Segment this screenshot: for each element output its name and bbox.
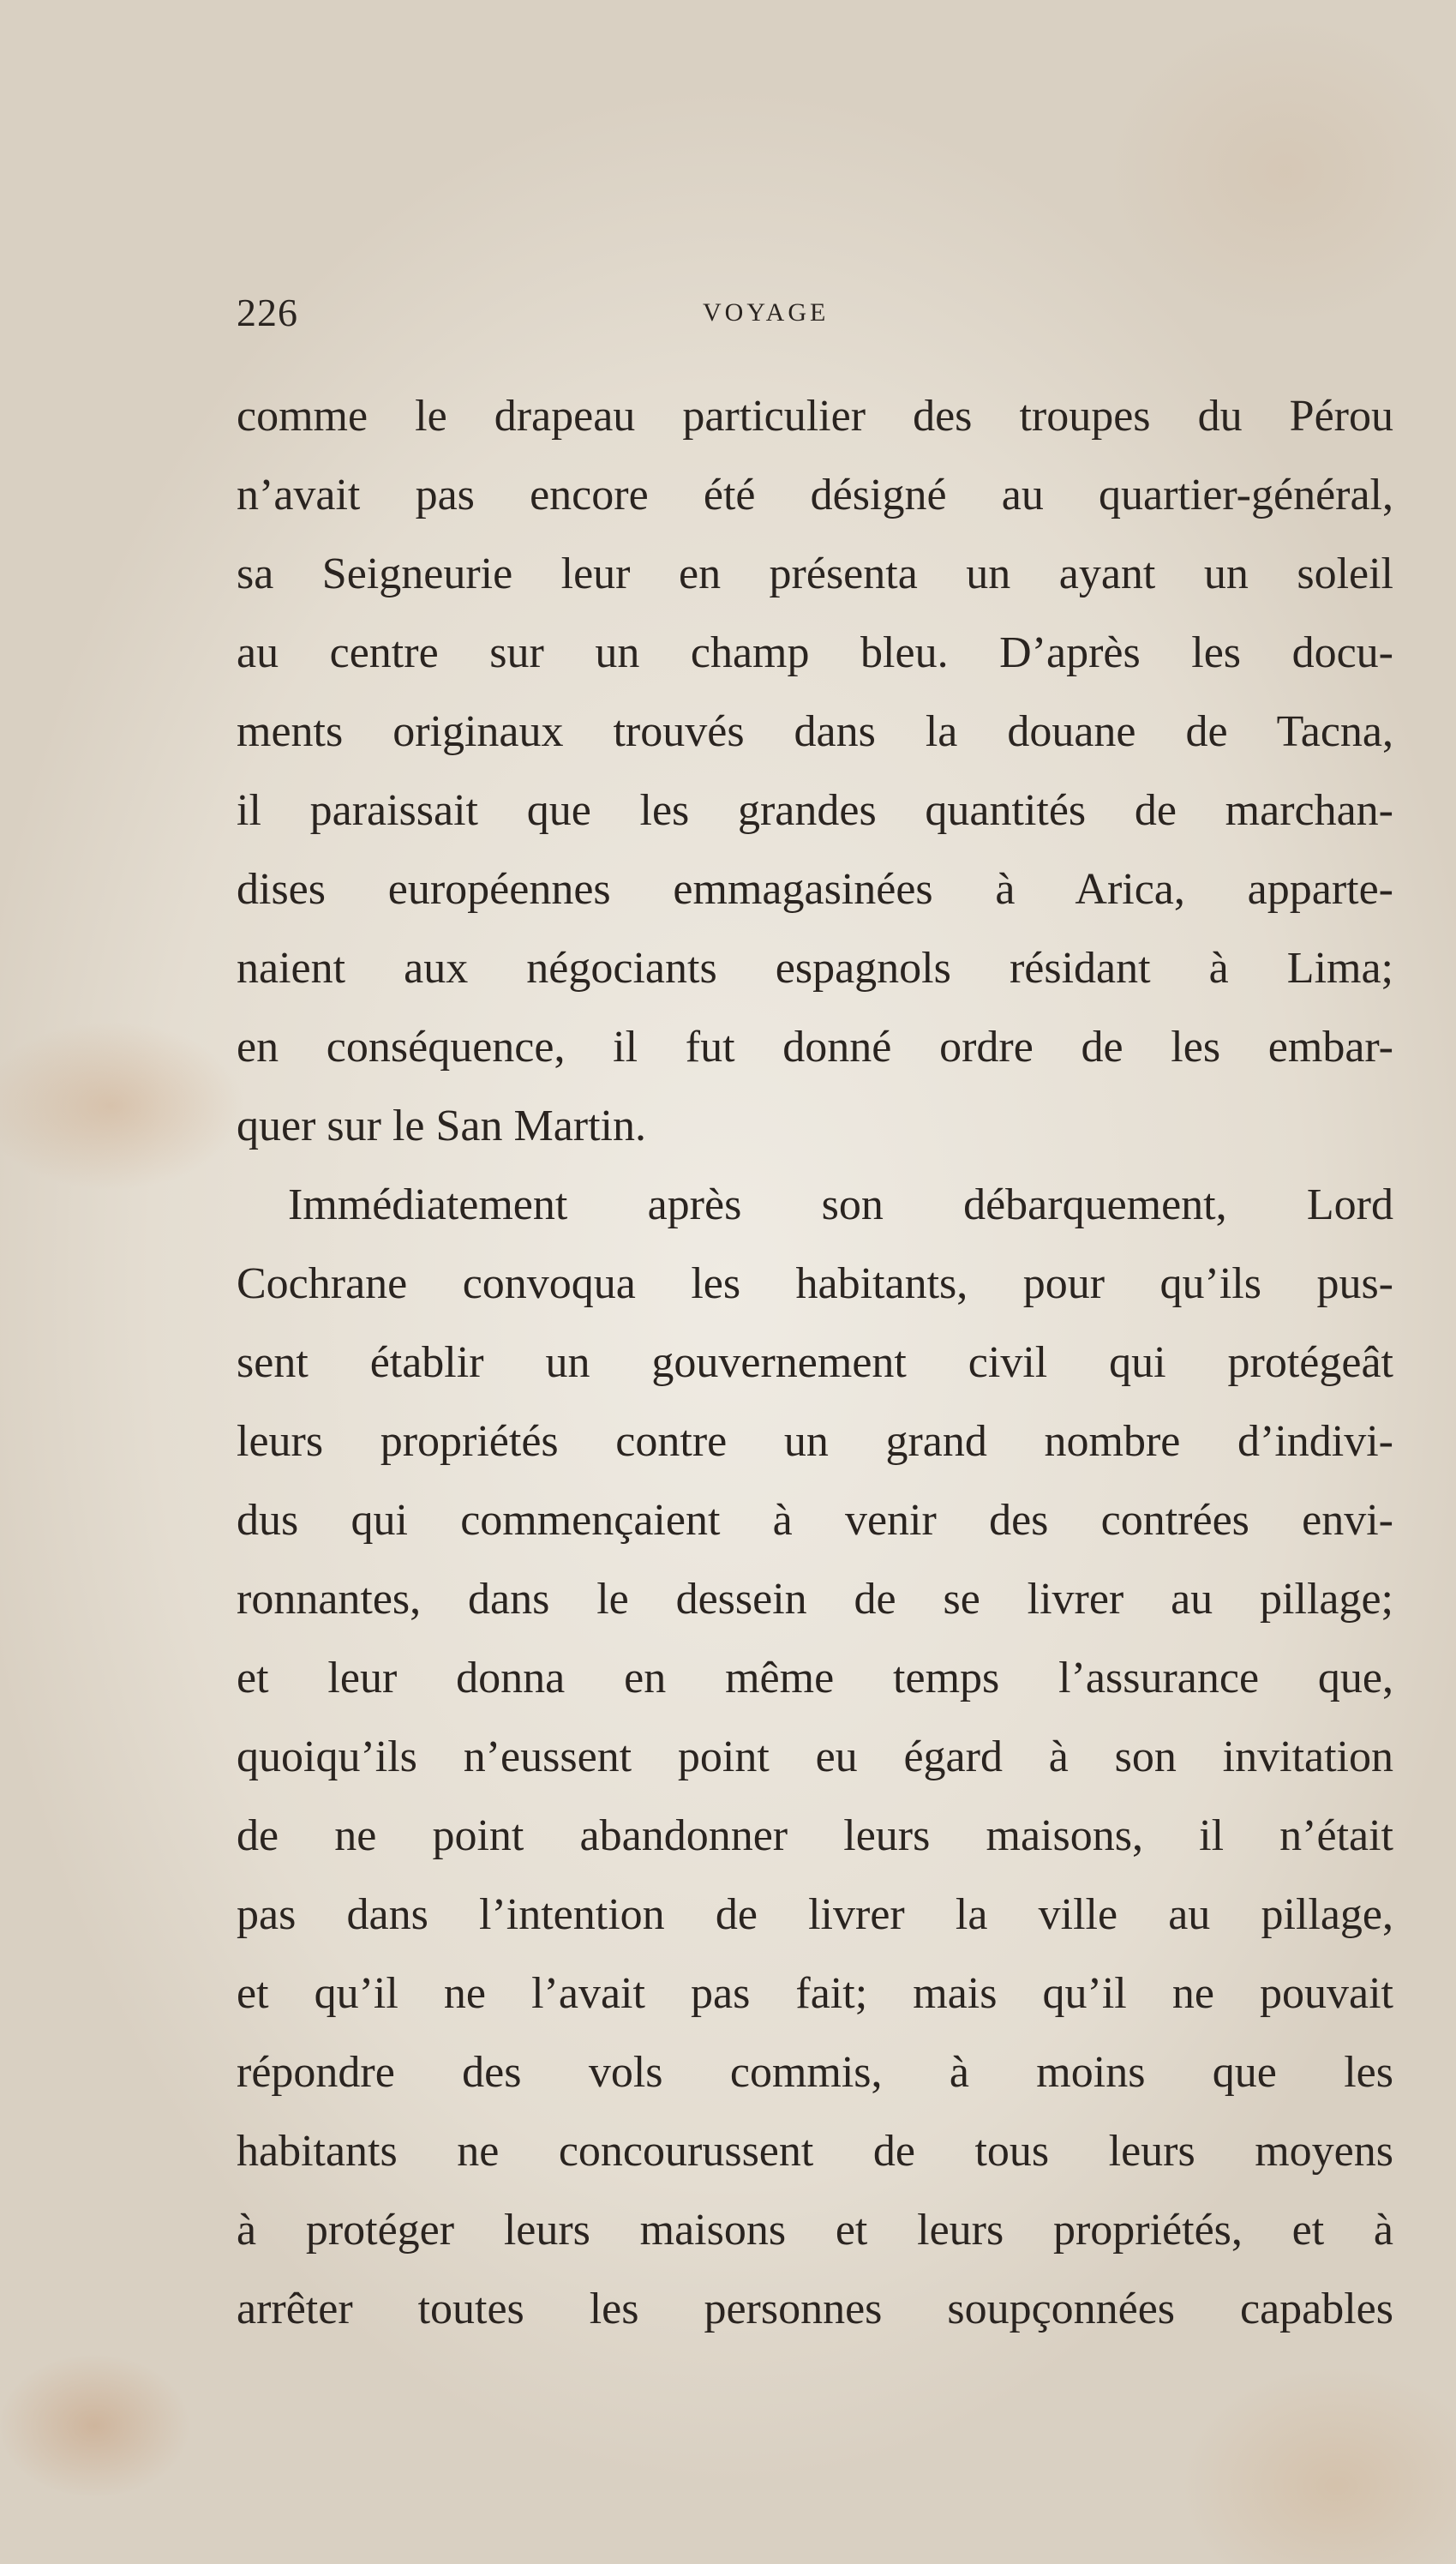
text-line: et leur donna en même temps l’assurance que, xyxy=(237,1654,1393,1702)
text-line: au centre sur un champ bleu. D’après les docu- xyxy=(237,628,1393,677)
text-line: en conséquence, il fut donné ordre de les embar- xyxy=(237,1023,1393,1072)
text-line: il paraissait que les grandes quantités de marchan- xyxy=(237,786,1393,835)
body-text xyxy=(237,377,1393,2349)
text-line: à protéger leurs maisons et leurs propriétés, et à xyxy=(237,2206,1393,2255)
text-line: naient aux négociants espagnols résidant à Lima; xyxy=(237,944,1393,993)
text-line: arrêter toutes les personnes soupçonnées capables xyxy=(237,2285,1393,2333)
text-line: leurs propriétés contre un grand nombre d’indivi- xyxy=(237,1417,1393,1466)
paragraph-end-line: quer sur le San Martin. xyxy=(237,1102,647,1150)
text-line: répondre des vols commis, à moins que les xyxy=(237,2048,1393,2097)
text-line: Cochrane convoqua les habitants, pour qu’ils pus- xyxy=(237,1259,1393,1308)
text-line: pas dans l’intention de livrer la ville au pillage, xyxy=(237,1890,1393,1939)
text-line: sent établir un gouvernement civil qui protégeât xyxy=(237,1338,1393,1387)
text-line: ronnantes, dans le dessein de se livrer au pillage; xyxy=(237,1575,1393,1624)
text-line: habitants ne concourussent de tous leurs moyens xyxy=(237,2127,1393,2176)
paragraph-start-line: Immédiatement après son débarquement, Lord xyxy=(288,1180,1393,1229)
text-line: quoiqu’ils n’eussent point eu égard à son invitation xyxy=(237,1732,1393,1781)
page-number: 226 xyxy=(237,291,298,334)
text-line: ments originaux trouvés dans la douane de Tacna, xyxy=(237,707,1393,756)
text-line: dus qui commençaient à venir des contrées envi- xyxy=(237,1496,1393,1545)
text-line: dises européennes emmagasinées à Arica, apparte- xyxy=(237,865,1393,914)
text-line: sa Seigneurie leur en présenta un ayant un soleil xyxy=(237,549,1393,598)
running-head xyxy=(237,290,1393,341)
text-line: comme le drapeau particulier des troupes du Pérou xyxy=(237,392,1393,441)
running-title: VOYAGE xyxy=(703,298,830,327)
text-line: n’avait pas encore été désigné au quartier-général, xyxy=(237,471,1393,519)
text-line: de ne point abandonner leurs maisons, il n’était xyxy=(237,1811,1393,1860)
text-line: et qu’il ne l’avait pas fait; mais qu’il ne pouvait xyxy=(237,1969,1393,2018)
